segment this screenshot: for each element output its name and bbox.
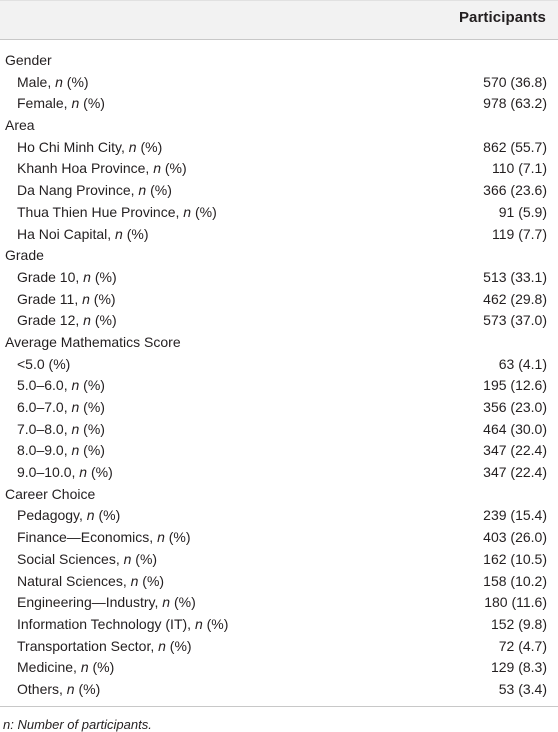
row-label	[17, 310, 117, 332]
row-label	[17, 419, 105, 441]
table-row	[0, 527, 558, 549]
row-label-n: n	[158, 637, 166, 654]
section-label	[5, 50, 52, 72]
table-row	[0, 419, 558, 441]
row-label-n: n	[153, 160, 161, 177]
row-label-n: n	[115, 225, 123, 242]
row-label-suffix: (%)	[79, 377, 105, 394]
row-label	[17, 72, 89, 94]
table-row	[0, 614, 558, 636]
row-label	[17, 527, 191, 549]
table-row	[0, 158, 558, 180]
row-label-text: <5.0	[17, 355, 45, 372]
row-label-n: n	[55, 73, 63, 90]
row-label-text: Natural Sciences,	[17, 572, 131, 589]
row-value: 978 (63.2)	[483, 95, 547, 112]
table-row	[0, 224, 558, 246]
row-value: 91 (5.9)	[498, 203, 547, 220]
row-label-suffix: (%)	[170, 594, 196, 611]
row-label	[17, 679, 100, 701]
table-row	[0, 505, 558, 527]
row-label-suffix: (%)	[62, 73, 89, 90]
row-value: 129 (8.3)	[490, 659, 547, 676]
table-row	[0, 267, 558, 289]
row-label-n: n	[71, 377, 80, 394]
row-label	[17, 202, 217, 224]
row-label-n: n	[130, 572, 139, 589]
row-value: 573 (37.0)	[483, 312, 547, 329]
row-label	[17, 592, 196, 614]
row-label-text: Grade 11,	[17, 290, 83, 307]
footnote-text: : Number of participants.	[10, 716, 152, 732]
row-label-suffix: (%)	[164, 529, 191, 546]
table-row	[0, 310, 558, 332]
row-label-n: n	[128, 138, 137, 155]
row-label	[17, 267, 117, 289]
table-row	[0, 592, 558, 614]
row-value: 158 (10.2)	[483, 572, 547, 589]
row-value: 180 (11.6)	[484, 594, 547, 611]
row-value: 162 (10.5)	[483, 550, 547, 567]
row-label-text: 6.0–7.0,	[17, 399, 72, 415]
row-label-text: Average Mathematics Score	[5, 333, 181, 350]
row-label	[17, 571, 164, 593]
row-value: 119 (7.7)	[492, 225, 547, 242]
table-row	[0, 354, 558, 376]
row-label-text: Grade	[5, 247, 44, 264]
row-label	[17, 657, 114, 679]
row-label-suffix: (%)	[161, 160, 187, 177]
row-value: 347 (22.4)	[483, 464, 547, 481]
row-value: 513 (33.1)	[483, 268, 547, 285]
row-label-suffix: (%)	[191, 203, 217, 220]
section-header-row	[0, 484, 558, 506]
section-label	[5, 245, 44, 267]
row-label	[17, 224, 149, 246]
row-label-suffix: (%)	[122, 225, 149, 242]
row-value: 152 (9.8)	[490, 615, 547, 632]
section-label	[5, 484, 95, 506]
row-label-suffix: (%)	[74, 680, 101, 697]
row-label-suffix: (%)	[136, 138, 163, 155]
row-label-suffix: (%)	[94, 507, 121, 524]
row-label-n: n	[80, 659, 89, 676]
table-row	[0, 571, 558, 593]
row-value: 239 (15.4)	[483, 507, 547, 524]
row-value: 862 (55.7)	[483, 138, 547, 155]
row-label-suffix: (%)	[138, 572, 165, 589]
row-label-text: Male,	[17, 73, 56, 90]
row-label-n: n	[194, 615, 203, 632]
row-value: 464 (30.0)	[483, 420, 547, 437]
row-label	[17, 549, 157, 571]
row-label-text: Grade 10,	[17, 268, 84, 285]
row-label-n: n	[83, 312, 91, 329]
table-row	[0, 137, 558, 159]
row-label-text: 8.0–9.0,	[17, 442, 72, 459]
section-header-row	[0, 50, 558, 72]
row-label	[17, 354, 70, 376]
row-label	[17, 636, 192, 658]
row-label-suffix: (%)	[131, 550, 158, 567]
row-label-suffix: (%)	[202, 615, 229, 632]
row-label-suffix: (%)	[165, 637, 192, 654]
row-label	[17, 137, 162, 159]
row-label-n: n	[71, 95, 80, 112]
table-row	[0, 202, 558, 224]
row-label-suffix: (%)	[87, 464, 113, 481]
table-row	[0, 180, 558, 202]
row-label-text: Transportation Sector,	[17, 637, 159, 654]
row-label-text: Area	[5, 117, 35, 134]
row-label-suffix: (%)	[79, 399, 105, 415]
row-value: 347 (22.4)	[483, 442, 547, 459]
table-row	[0, 679, 558, 701]
table-row	[0, 375, 558, 397]
row-label-n: n	[79, 464, 88, 481]
row-label-suffix: (%)	[90, 312, 117, 329]
row-label-text: 7.0–8.0,	[17, 420, 72, 437]
row-label	[17, 440, 105, 462]
section-header-row	[0, 115, 558, 137]
row-label-text: Finance—Economics,	[17, 529, 158, 546]
table-row	[0, 289, 558, 311]
row-value: 570 (36.8)	[483, 73, 547, 90]
table-row	[0, 397, 558, 419]
table-row	[0, 72, 558, 94]
row-label-text: Pedagogy,	[17, 507, 87, 524]
row-label	[17, 397, 105, 419]
row-label-text: 5.0–6.0,	[17, 377, 72, 394]
row-value: 462 (29.8)	[483, 290, 547, 307]
row-label-suffix: (%)	[88, 659, 115, 676]
row-label-text: Da Nang Province,	[17, 182, 139, 199]
row-value: 63 (4.1)	[498, 355, 547, 372]
row-label-n: n	[183, 203, 192, 220]
row-label-suffix: (%)	[79, 95, 105, 112]
table-row	[0, 462, 558, 484]
section-label	[5, 115, 35, 137]
table-row	[0, 93, 558, 115]
row-value: 366 (23.6)	[483, 182, 547, 199]
row-label-n: n	[66, 680, 75, 697]
row-value: 195 (12.6)	[483, 377, 547, 394]
row-label-text: Social Sciences,	[17, 550, 124, 567]
row-label-n: n	[162, 594, 171, 611]
row-label	[17, 289, 116, 311]
row-value: 53 (3.4)	[498, 680, 547, 697]
row-label-text: Career Choice	[5, 485, 96, 502]
row-label-n: n	[83, 268, 91, 285]
row-label-text: Khanh Hoa Province,	[17, 160, 154, 177]
row-value: 356 (23.0)	[483, 399, 547, 415]
row-label-suffix: (%)	[44, 355, 71, 372]
row-label	[17, 93, 105, 115]
table-row	[0, 657, 558, 679]
row-label-text: Medicine,	[17, 659, 81, 676]
row-label-n: n	[71, 442, 80, 459]
row-label	[17, 505, 120, 527]
row-label-suffix: (%)	[79, 420, 105, 437]
row-label-text: Engineering—Industry,	[17, 594, 163, 611]
row-label-text: Ho Chi Minh City,	[17, 138, 129, 155]
row-value: 403 (26.0)	[483, 529, 547, 546]
footnote-symbol: n	[3, 716, 11, 732]
row-label-text: Thua Thien Hue Province,	[17, 203, 184, 220]
row-label-suffix: (%)	[146, 182, 172, 199]
row-label	[17, 375, 105, 397]
row-label-text: Female,	[17, 95, 72, 112]
row-label-n: n	[123, 550, 132, 567]
row-label-n: n	[71, 420, 80, 437]
row-label-n: n	[86, 507, 95, 524]
row-label	[17, 462, 113, 484]
row-label-suffix: (%)	[90, 268, 117, 285]
section-label	[5, 332, 181, 354]
row-value: 72 (4.7)	[498, 637, 547, 654]
row-label	[17, 158, 187, 180]
row-label-text: Grade 12,	[17, 312, 84, 329]
row-label	[17, 614, 228, 636]
row-label-n: n	[138, 182, 147, 199]
row-label-text: Ha Noi Capital,	[17, 225, 116, 242]
row-label-suffix: (%)	[79, 442, 105, 459]
table-row	[0, 440, 558, 462]
table-row	[0, 549, 558, 571]
table-body	[0, 40, 558, 701]
table-footnote	[0, 707, 558, 732]
section-header-row	[0, 332, 558, 354]
row-label	[17, 180, 172, 202]
row-label-n: n	[71, 399, 80, 415]
section-header-row	[0, 245, 558, 267]
row-value: 110 (7.1)	[492, 160, 547, 177]
row-label-suffix: (%)	[89, 290, 116, 307]
row-label-n: n	[82, 290, 90, 307]
row-label-text: Others,	[17, 680, 67, 697]
row-label-text: Information Technology (IT),	[17, 615, 195, 632]
table-row	[0, 636, 558, 658]
row-label-n: n	[157, 529, 165, 546]
table-header	[0, 0, 558, 40]
column-header-participants: Participants	[458, 9, 546, 26]
row-label-text: Gender	[5, 52, 52, 68]
row-label-text: 9.0–10.0,	[17, 464, 80, 481]
